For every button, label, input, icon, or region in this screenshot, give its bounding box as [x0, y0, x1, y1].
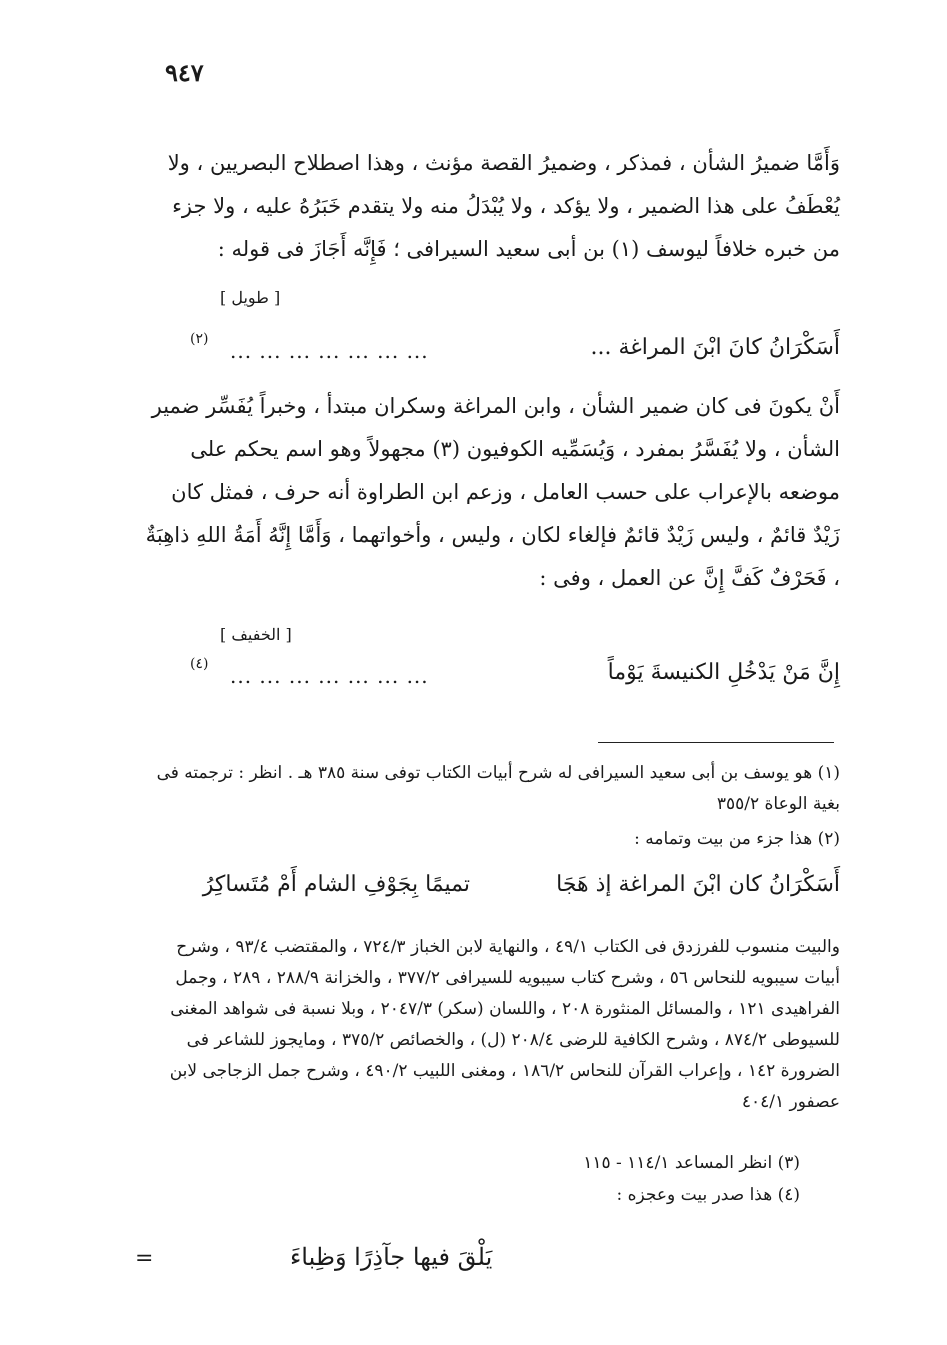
verse-2-note-mark: (٤): [190, 656, 209, 672]
footnote-2: (٢) هذا جزء من بيت وتمامه :: [634, 829, 840, 849]
page-number: ٩٤٧: [165, 58, 204, 87]
footnote-verse-second: تميمًا بِجَوْفِ الشام أَمْ مُتَساكِرُ: [202, 872, 470, 897]
footnote-3: (٣) انظر المساعد ١١٤/١ - ١١٥: [583, 1153, 800, 1173]
footnote-1: (١) هو يوسف بن أبى سعيد السيرافى له شرح أبيات الكتاب توفى سنة ٣٨٥ هـ . انظر : ترجمته فى بغية الوعاة ٣٥٥/٢: [156, 763, 840, 814]
verse-1: [140, 331, 840, 375]
footnote-verse: [140, 872, 840, 916]
footnote-sources: والبيت منسوب للفرزدق فى الكتاب ٤٩/١ ، والنهاية لابن الخباز ٧٢٤/٣ ، والمقتضب ٩٣/٤ ، وشرح أبيات سيبويه للنحاس ٥٦ ، وشرح كتاب سيبويه للسيرافى ٣٧٧/٢ ، والخزانة ٢٨٨/٩ ، ٢٨٩ ، وجمل الفراهيدى ١٢١ ، والمسائل المنثورة ٢٠٨ ، واللسان (سكر) ٢٠٤٧/٣ ، وبلا نسبة فى شواهد المغنى للسيوطى ٨٧٤/٢ ، وشرح الكافية للرضى ٢٠٨/٤ (ل) ، والخصائص ٣٧٥/٢ ، ومايجوز للشاعر فى الضرورة ١٤٢ ، وإعراب القرآن للنحاس ١٨٦/٢ ، ومغنى اللبيب ٤٩٠/٢ ، وشرح جمل الزجاجى لابن عصفور ٤٠٤/١: [169, 937, 840, 1112]
continuation-mark: =: [135, 1246, 154, 1271]
footnote-divider: [598, 742, 834, 743]
verse-1-hemistich: أَسَكْرَانُ كانَ ابْنَ المراغة ...: [590, 335, 840, 360]
verse-2-hemistich: إِنَّ مَنْ يَدْخُلِ الكنيسةَ يَوْماً: [607, 660, 840, 685]
footnote-verse-first: أَسَكْرَانُ كان ابْنَ المراغة إذ هَجَا: [556, 872, 840, 897]
meter-label-2: [ الخفيف ]: [220, 625, 292, 644]
verse-1-dots: ... ... ... ... ... ... ...: [230, 339, 429, 363]
footnote-4: (٤) هذا صدر بيت وعجزه :: [616, 1185, 800, 1205]
verse-2: [140, 656, 840, 700]
verse-1-note-mark: (٢): [190, 331, 209, 347]
paragraph-2: أَنْ يكونَ فى كان ضمير الشأن ، وابن المراغة وسكران مبتدأ ، وخبراً يُفَسِّر ضمير الشأن ، ولا يُفَسَّرُ بمفرد ، وَيُسَمِّيه الكوفيون (٣) مجهولاً وهو اسم يحكم على موضعه بالإعراب على حسب العامل ، وزعم ابن الطراوة أنه حرف ، فمثل كان زَيْدٌ قائمٌ ، وليس زَيْدٌ قائمٌ فإلغاء لكان ، وليس ، وأخواتهما ، وَأَمَّا إِنَّهُ أَمَةُ اللهِ ذاهِبَةٌ ، فَحَرْفٌ كَفَّ إِنَّ عن العمل ، وفى :: [145, 394, 840, 590]
final-verse: يَلْقَ فيها جآذِرًا وَظِباءَ: [290, 1243, 493, 1271]
meter-label-1: [ طويل ]: [220, 288, 281, 307]
paragraph-1: وَأَمَّا ضميرُ الشأن ، فمذكر ، وضميرُ القصة مؤنث ، وهذا اصطلاح البصريين ، ولا يُعْطَفُ على هذا الضمير ، ولا يؤكد ، ولا يُبْدَلُ منه ولا يتقدم خَبَرُهُ عليه ، ولا جزء من خبره خلافاً ليوسف (١) بن أبى سعيد السيرافى ؛ فَإِنَّه أَجَازَ فى قوله :: [167, 151, 840, 261]
verse-2-dots: ... ... ... ... ... ... ...: [230, 664, 429, 688]
